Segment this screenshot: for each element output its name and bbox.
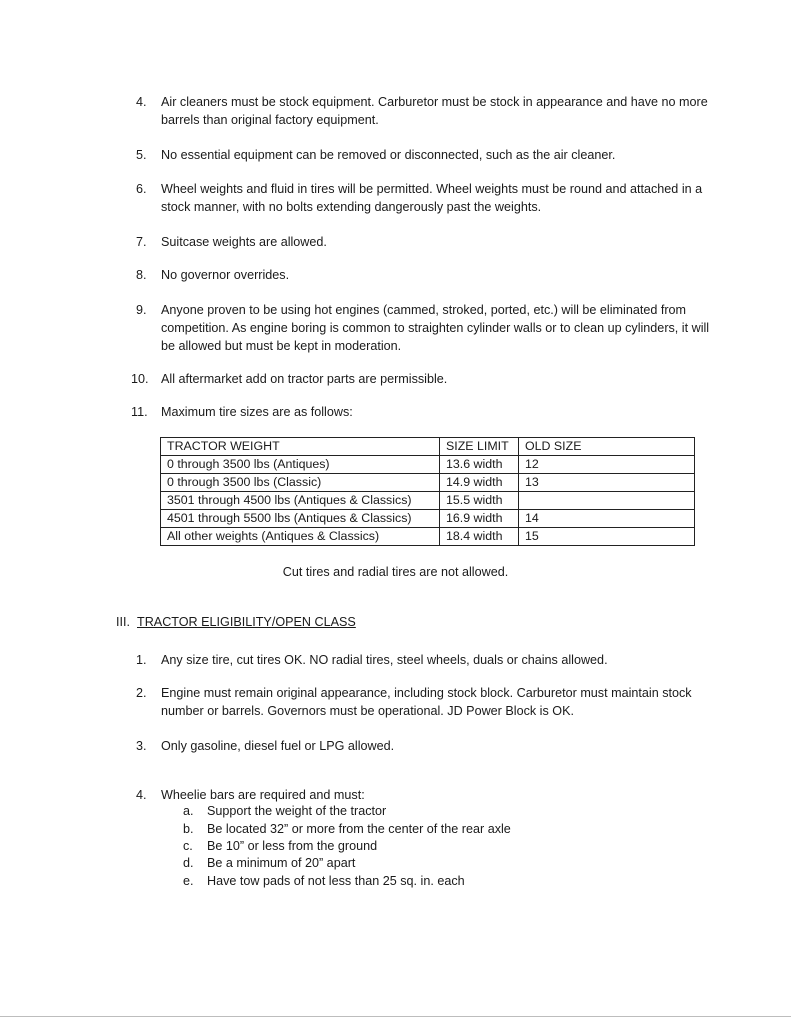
sub-item-letter: c. xyxy=(183,839,193,853)
table-cell: 4501 through 5500 lbs (Antiques & Classics) xyxy=(161,510,440,528)
rule-text: No essential equipment can be removed or disconnected, such as the air cleaner. xyxy=(161,148,616,162)
table-row xyxy=(161,474,695,492)
rule-number: 4. xyxy=(136,788,147,802)
table-cell: 12 xyxy=(519,456,695,474)
table-row xyxy=(161,492,695,510)
table-row xyxy=(161,528,695,546)
table-cell: 14.9 width xyxy=(440,474,519,492)
rule-number: 3. xyxy=(136,739,147,753)
sub-item-letter: d. xyxy=(183,856,194,870)
table-cell: 16.9 width xyxy=(440,510,519,528)
table-cell: 15 xyxy=(519,528,695,546)
sub-item-text: Be located 32” or more from the center of the rear axle xyxy=(207,822,511,836)
table-header-row xyxy=(161,438,695,456)
rule-text: All aftermarket add on tractor parts are permissible. xyxy=(161,372,448,386)
sub-item-letter: e. xyxy=(183,874,194,888)
scan-edge-divider xyxy=(0,1016,791,1017)
rule-text: Wheelie bars are required and must: xyxy=(161,788,365,802)
rule-text: Only gasoline, diesel fuel or LPG allowed. xyxy=(161,739,395,753)
table-cell: 14 xyxy=(519,510,695,528)
table-header: SIZE LIMIT xyxy=(440,438,519,456)
table-row xyxy=(161,456,695,474)
table-cell: 13 xyxy=(519,474,695,492)
rule-number: 9. xyxy=(136,303,147,317)
sub-item-text: Have tow pads of not less than 25 sq. in. each xyxy=(207,874,465,888)
table-cell xyxy=(519,492,695,510)
rule-number: 6. xyxy=(136,182,147,196)
tire-size-table xyxy=(160,437,695,546)
table-cell: 13.6 width xyxy=(440,456,519,474)
rule-number: 1. xyxy=(136,653,147,667)
sub-item-text: Be 10” or less from the ground xyxy=(207,839,378,853)
table-cell: 0 through 3500 lbs (Classic) xyxy=(161,474,440,492)
rule-number: 10. xyxy=(131,372,149,386)
sub-item-text: Support the weight of the tractor xyxy=(207,804,387,818)
table-row xyxy=(161,510,695,528)
rule-text: Anyone proven to be using hot engines (cammed, stroked, ported, etc.) will be eliminated from competition. As engine boring is common to straighten cylinder walls or to clean up cylinders, it will be allowed but must be kept in moderation. xyxy=(161,303,710,353)
table-cell: 0 through 3500 lbs (Antiques) xyxy=(161,456,440,474)
table-cell: 3501 through 4500 lbs (Antiques & Classics) xyxy=(161,492,440,510)
rule-number: 8. xyxy=(136,268,147,282)
table-header: TRACTOR WEIGHT xyxy=(161,438,440,456)
table-cell: All other weights (Antiques & Classics) xyxy=(161,528,440,546)
sub-item-letter: b. xyxy=(183,822,194,836)
rule-text: Engine must remain original appearance, including stock block. Carburetor must maintain stock number or barrels. Governors must be operational. JD Power Block is OK. xyxy=(161,686,692,718)
sub-item-text: Be a minimum of 20” apart xyxy=(207,856,356,870)
rule-text: No governor overrides. xyxy=(161,268,290,282)
sub-item-letter: a. xyxy=(183,804,194,818)
table-cell: 15.5 width xyxy=(440,492,519,510)
table-header: OLD SIZE xyxy=(519,438,695,456)
rule-number: 2. xyxy=(136,686,147,700)
table-cell: 18.4 width xyxy=(440,528,519,546)
rule-text: Any size tire, cut tires OK. NO radial tires, steel wheels, duals or chains allowed. xyxy=(161,653,608,667)
tire-note: Cut tires and radial tires are not allowed. xyxy=(282,565,509,579)
rule-text: Air cleaners must be stock equipment. Carburetor must be stock in appearance and have no more barrels than original factory equipment. xyxy=(161,95,708,127)
rule-number: 7. xyxy=(136,235,147,249)
rule-text: Maximum tire sizes are as follows: xyxy=(161,405,353,419)
rule-number: 4. xyxy=(136,95,147,109)
section-title: TRACTOR ELIGIBILITY/OPEN CLASS xyxy=(137,615,356,629)
rule-number: 11. xyxy=(131,405,148,419)
rule-text: Wheel weights and fluid in tires will be permitted. Wheel weights must be round and attached in a stock manner, with no bolts extending dangerously past the weights. xyxy=(161,182,703,214)
rule-number: 5. xyxy=(136,148,147,162)
rule-text: Suitcase weights are allowed. xyxy=(161,235,327,249)
section-number: III. xyxy=(116,615,130,629)
